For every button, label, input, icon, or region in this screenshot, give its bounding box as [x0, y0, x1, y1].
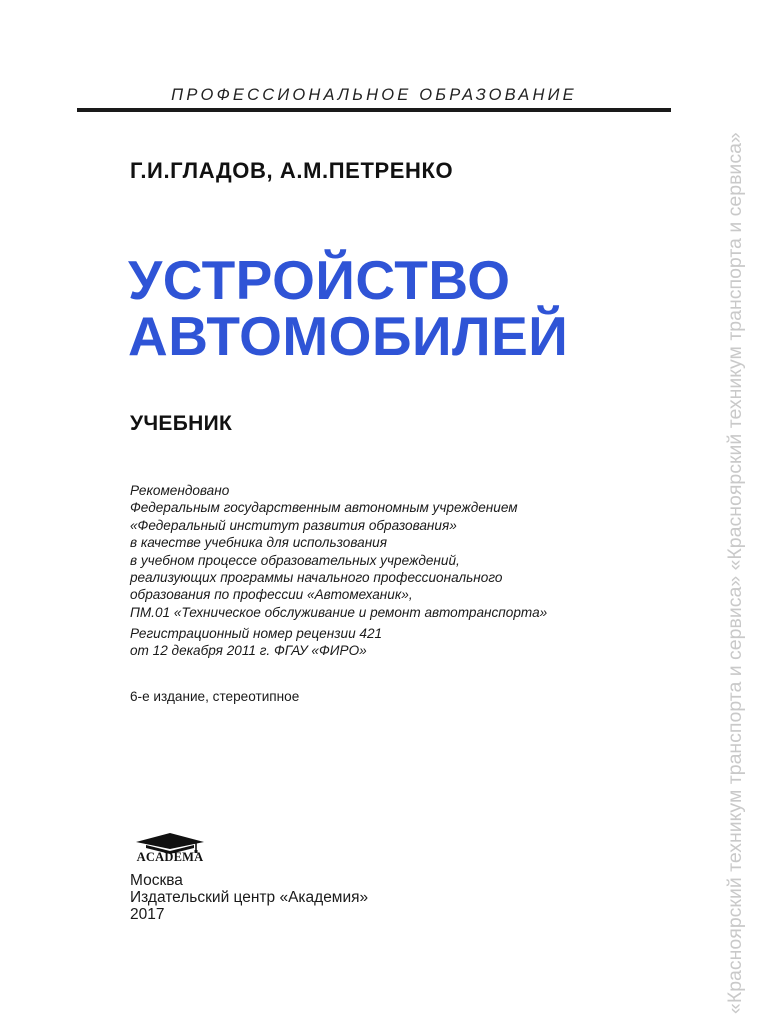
recommendation-line: Рекомендовано: [130, 483, 230, 498]
imprint: [130, 872, 368, 923]
registration-block: [130, 625, 382, 660]
book-type: УЧЕБНИК: [130, 412, 233, 435]
library-watermark: «Красноярский техникум транспорта и сервиса» «Красноярский техникум транспорта и сервиса»: [724, 132, 746, 1014]
publisher-logo: [128, 832, 212, 866]
recommendation-block: [130, 482, 547, 621]
registration-line-1: Регистрационный номер рецензии 421: [130, 626, 383, 641]
book-title: [128, 249, 569, 367]
registration-line-2: от 12 декабря 2011 г. ФГАУ «ФИРО»: [130, 643, 367, 659]
recommendation-line: в учебном процессе образовательных учреждений,: [130, 552, 460, 568]
publisher-logo-text: ACADEMA: [136, 850, 204, 864]
recommendation-line: реализующих программы начального профессионального: [130, 570, 503, 586]
recommendation-line: «Федеральный институт развития образования»: [130, 517, 457, 533]
series-divider: [77, 108, 671, 112]
recommendation-line: ПМ.01 «Техническое обслуживание и ремонт автотранспорта»: [130, 604, 548, 620]
authors: Г.И.ГЛАДОВ, А.М.ПЕТРЕНКО: [130, 158, 454, 183]
series-label: ПРОФЕССИОНАЛЬНОЕ ОБРАЗОВАНИЕ: [171, 86, 577, 104]
recommendation-line: образования по профессии «Автомеханик»,: [130, 587, 413, 603]
book-title-line-1: УСТРОЙСТВО: [128, 249, 511, 311]
imprint-publisher: Издательский центр «Академия»: [130, 889, 369, 906]
edition-note: 6-е издание, стереотипное: [130, 689, 300, 704]
recommendation-line: Федеральным государственным автономным учреждением: [130, 500, 518, 516]
imprint-year: 2017: [130, 906, 165, 923]
imprint-city: Москва: [130, 872, 183, 889]
recommendation-line: в качестве учебника для использования: [130, 535, 387, 551]
book-title-line-2: АВТОМОБИЛЕЙ: [128, 305, 569, 367]
